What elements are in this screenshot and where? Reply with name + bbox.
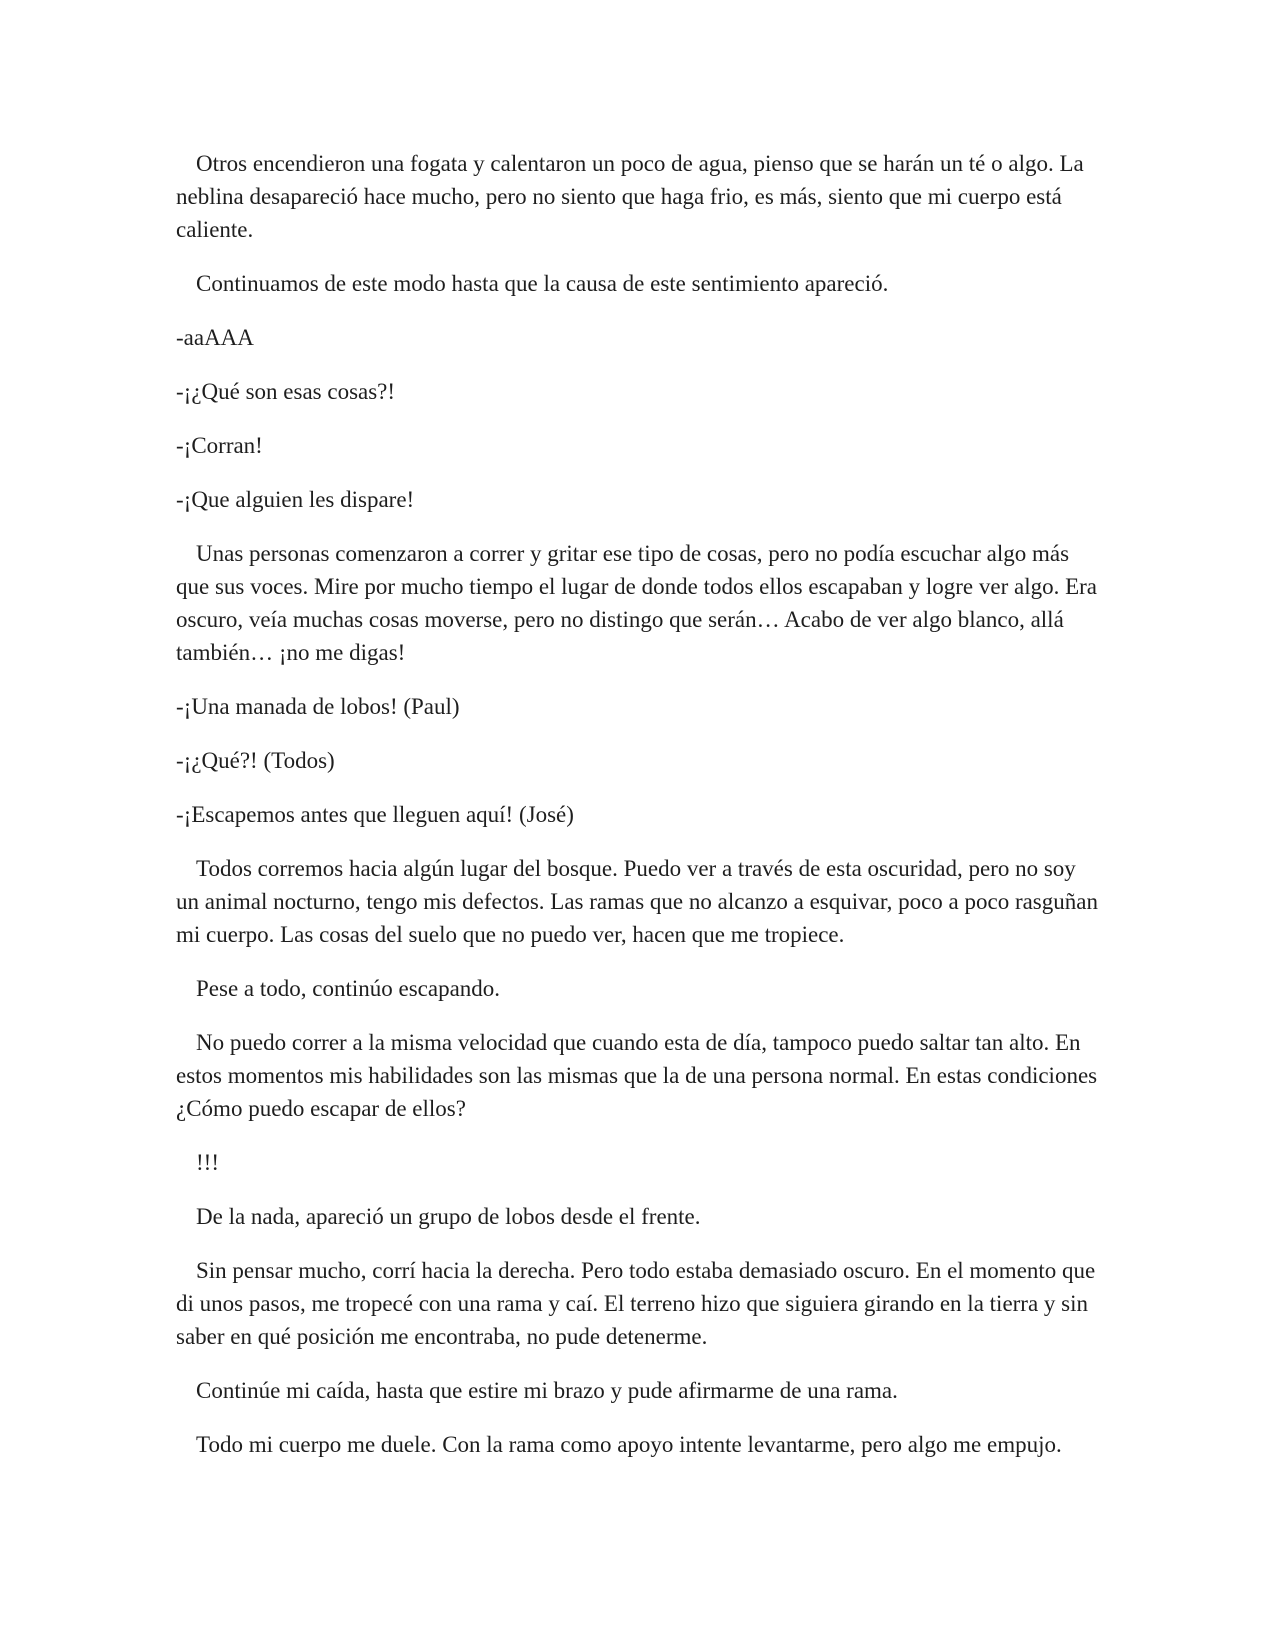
dialogue-line: -¡¿Qué?! (Todos) bbox=[176, 748, 335, 773]
dialogue-line: -¡Que alguien les dispare! bbox=[176, 487, 415, 512]
paragraph: Continúe mi caída, hasta que estire mi brazo y pude afirmarme de una rama. bbox=[196, 1378, 898, 1403]
dialogue-line: -¡Corran! bbox=[176, 433, 263, 458]
paragraph: Sin pensar mucho, corrí hacia la derecha. Pero todo estaba demasiado oscuro. En el momento que di unos pasos, me tropecé con una rama y caí. El terreno hizo que siguiera girando en la tierra y sin saber en qué posición me encontraba, no pude detenerme. bbox=[176, 1258, 1096, 1349]
document-page bbox=[176, 147, 1104, 1482]
paragraph: No puedo correr a la misma velocidad que cuando esta de día, tampoco puedo saltar tan alto. En estos momentos mis habilidades son las mismas que la de una persona normal. En estas condiciones ¿Cómo puedo escapar de ellos? bbox=[176, 1030, 1098, 1121]
paragraph: Otros encendieron una fogata y calentaron un poco de agua, pienso que se harán un té o algo. La neblina desapareció hace mucho, pero no siento que haga frio, es más, siento que mi cuerpo está caliente. bbox=[176, 151, 1084, 242]
paragraph: !!! bbox=[196, 1150, 219, 1175]
paragraph: Todo mi cuerpo me duele. Con la rama como apoyo intente levantarme, pero algo me empujo. bbox=[196, 1432, 1062, 1457]
paragraph: Unas personas comenzaron a correr y gritar ese tipo de cosas, pero no podía escuchar algo más que sus voces. Mire por mucho tiempo el lugar de donde todos ellos escapaban y logre ver algo. Era oscuro, veía muchas cosas moverse, pero no distingo que serán… Acabo de ver algo blanco, allá también… ¡no me digas! bbox=[176, 541, 1098, 665]
dialogue-line: -¡Una manada de lobos! (Paul) bbox=[176, 694, 460, 719]
dialogue-line: -¡¿Qué son esas cosas?! bbox=[176, 379, 396, 404]
paragraph: Pese a todo, continúo escapando. bbox=[196, 976, 501, 1001]
paragraph: Todos corremos hacia algún lugar del bosque. Puedo ver a través de esta oscuridad, pero no soy un animal nocturno, tengo mis defectos. Las ramas que no alcanzo a esquivar, poco a poco rasguñan mi cuerpo. Las cosas del suelo que no puedo ver, hacen que me tropiece. bbox=[176, 856, 1098, 947]
paragraph: Continuamos de este modo hasta que la causa de este sentimiento apareció. bbox=[196, 271, 889, 296]
dialogue-line: -¡Escapemos antes que lleguen aquí! (José) bbox=[176, 802, 574, 827]
dialogue-line: -aaAAA bbox=[176, 325, 254, 350]
paragraph: De la nada, apareció un grupo de lobos desde el frente. bbox=[196, 1204, 701, 1229]
